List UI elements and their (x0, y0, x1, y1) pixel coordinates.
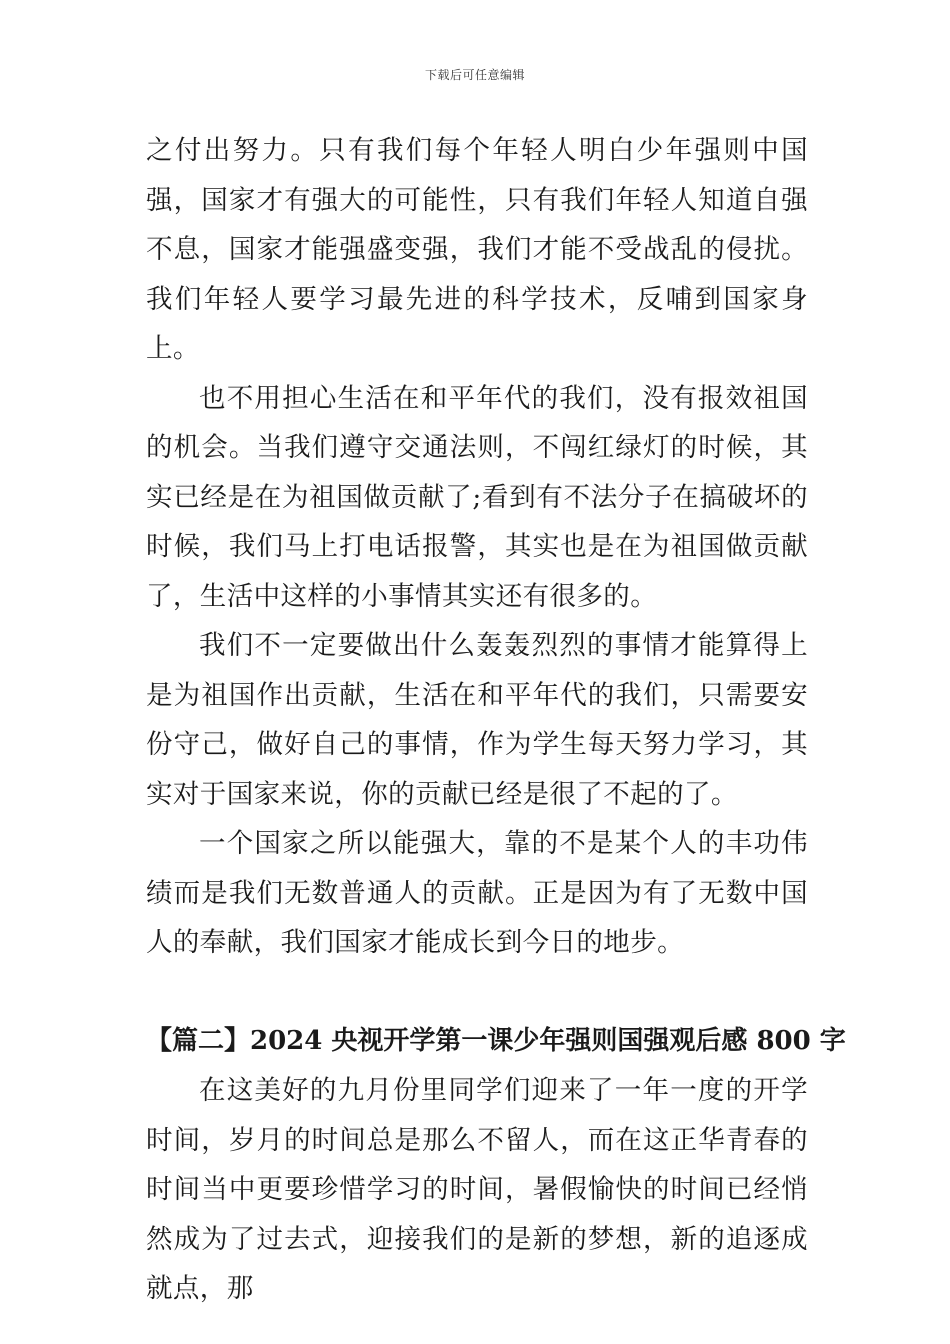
paragraph-2: 也不用担心生活在和平年代的我们，没有报效祖国的机会。当我们遵守交通法则，不闯红绿灯的时候，其实已经是在为祖国做贡献了;看到有不法分子在搞破坏的时候，我们马上打电话报警，其实也是在为祖国做贡献了，生活中这样的小事情其实还有很多的。 (146, 382, 808, 612)
document-body (146, 126, 846, 1314)
paragraph-1: 之付出努力。只有我们每个年轻人明白少年强则中国强，国家才有强大的可能性，只有我们年轻人知道自强不息，国家才能强盛变强，我们才能不受战乱的侵扰。我们年轻人要学习最先进的科学技术，反哺到国家身上。 (146, 135, 808, 364)
page-header-note: 下载后可任意编辑 (424, 68, 525, 82)
paragraph-5: 在这美好的九月份里同学们迎来了一年一度的开学时间，岁月的时间总是那么不留人，而在这正华青春的时间当中更要珍惜学习的时间，暑假愉快的时间已经悄然成为了过去式，迎接我们的是新的梦想，新的追逐成就点，那 (146, 1075, 808, 1304)
paragraph-3: 我们不一定要做出什么轰轰烈烈的事情才能算得上是为祖国作出贡献，生活在和平年代的我们，只需要安份守己，做好自己的事情，作为学生每天努力学习，其实对于国家来说，你的贡献已经是很了不起的了。 (146, 630, 808, 810)
paragraph-4: 一个国家之所以能强大，靠的不是某个人的丰功伟绩而是我们无数普通人的贡献。正是因为有了无数中国人的奉献，我们国家才能成长到今日的地步。 (146, 828, 808, 958)
section-heading: 【篇二】2024 央视开学第一课少年强则国强观后感 800 字 (146, 1025, 846, 1056)
